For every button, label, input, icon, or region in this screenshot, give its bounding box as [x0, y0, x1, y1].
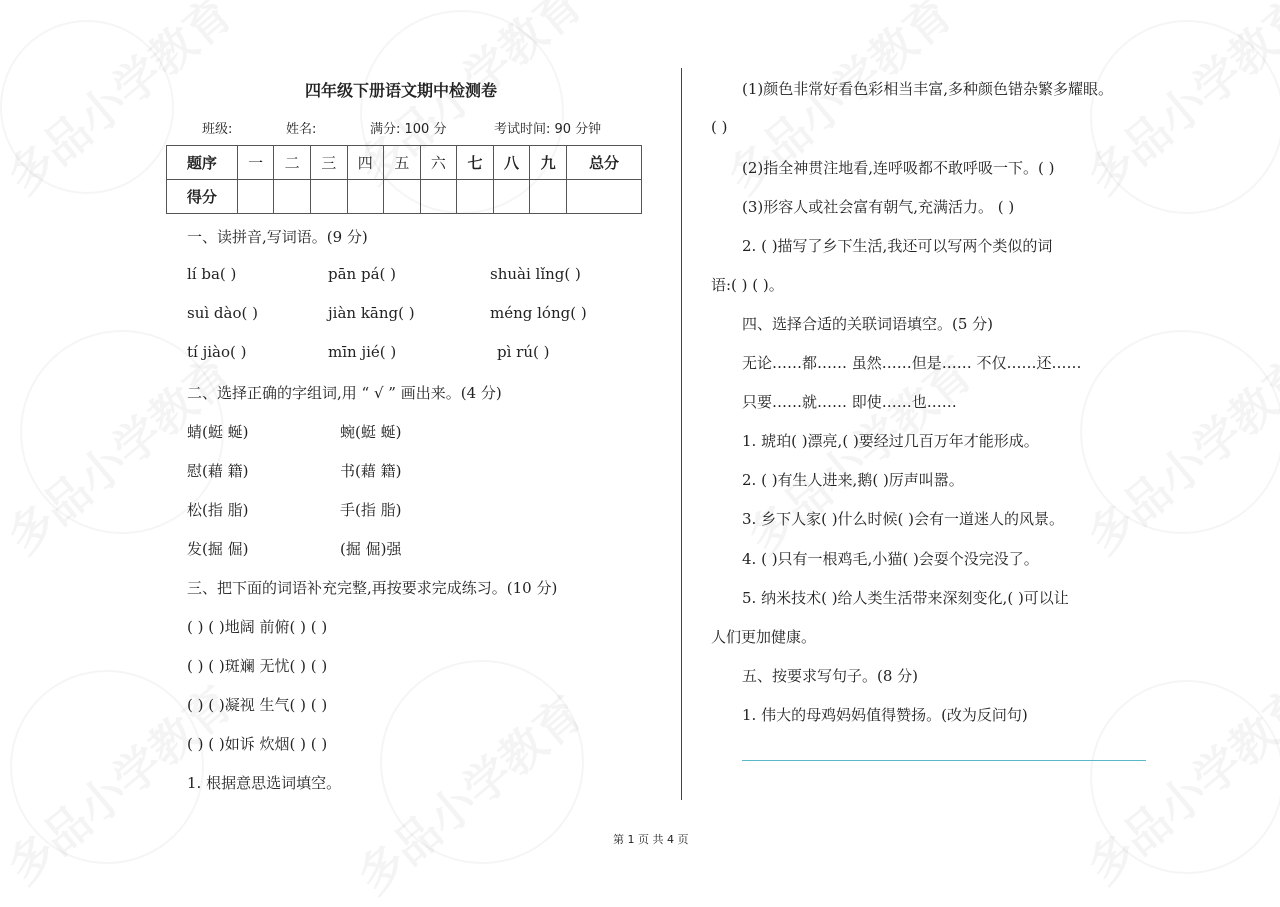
- char-choice-item: 书(藉 籍): [340, 462, 402, 480]
- score-cell[interactable]: [420, 180, 457, 214]
- conjunction-options: 无论……都…… 虽然……但是…… 不仅……还……: [742, 354, 1082, 372]
- conjunction-options: 只要……就…… 即使……也……: [742, 393, 957, 411]
- question-line: 2. ( )描写了乡下生活,我还可以写两个类似的词: [742, 237, 1053, 255]
- char-choice-item: 蜻(蜓 蜒): [187, 423, 249, 441]
- question-line: (3)形容人或社会富有朝气,充满活力。 ( ): [742, 198, 1015, 216]
- score-cell[interactable]: [530, 180, 567, 214]
- score-cell[interactable]: [567, 180, 642, 214]
- char-choice-item: 手(指 脂): [340, 501, 402, 519]
- question-line: 3. 乡下人家( )什么时候( )会有一道迷人的风景。: [742, 510, 1065, 528]
- table-cell: 九: [530, 146, 567, 180]
- fill-word-row: ( ) ( )如诉 炊烟( ) ( ): [187, 735, 328, 753]
- pinyin-item: suì dào( ): [187, 304, 258, 322]
- table-cell: 二: [274, 146, 311, 180]
- class-label: 班级:: [202, 122, 233, 137]
- table-cell: 七: [457, 146, 494, 180]
- pinyin-item: pān pá( ): [328, 265, 396, 283]
- table-cell: 四: [347, 146, 384, 180]
- question-line: 1. 琥珀( )漂亮,( )要经过几百万年才能形成。: [742, 432, 1039, 450]
- table-cell: 六: [420, 146, 457, 180]
- watermark-text: [731, 339, 985, 567]
- score-cell[interactable]: [347, 180, 384, 214]
- pinyin-item: tí jiào( ): [187, 343, 247, 361]
- score-cell[interactable]: [493, 180, 530, 214]
- section-5-heading: 五、按要求写句子。(8 分): [742, 667, 919, 685]
- score-table-score-row: [167, 180, 642, 214]
- table-cell: 五: [384, 146, 421, 180]
- question-line: ( ): [711, 118, 728, 136]
- section-2-heading: 二、选择正确的字组词,用 “ √ ” 画出来。(4 分): [187, 384, 502, 402]
- column-divider: [681, 68, 682, 800]
- name-label: 姓名:: [286, 122, 317, 137]
- char-choice-item: 蜿(蜓 蜒): [340, 423, 402, 441]
- fill-word-row: ( ) ( )凝视 生气( ) ( ): [187, 696, 328, 714]
- pinyin-item: pì rú( ): [497, 343, 550, 361]
- question-line: 5. 纳米技术( )给人类生活带来深刻变化,( )可以让: [742, 589, 1069, 607]
- page-title: 四年级下册语文期中检测卷: [305, 81, 498, 100]
- pinyin-item: shuài lǐng( ): [490, 265, 581, 283]
- char-choice-item: 松(指 脂): [187, 501, 249, 519]
- score-cell[interactable]: [384, 180, 421, 214]
- section-3-heading: 三、把下面的词语补充完整,再按要求完成练习。(10 分): [187, 579, 558, 597]
- table-cell: 题序: [167, 146, 238, 180]
- question-line: 语:( ) ( )。: [711, 276, 784, 294]
- pinyin-item: jiàn kāng( ): [328, 304, 415, 322]
- table-cell: 一: [237, 146, 274, 180]
- question-line: 2. ( )有生人进来,鹅( )厉声叫嚣。: [742, 471, 964, 489]
- score-cell[interactable]: [310, 180, 347, 214]
- section-3-question-1: 1. 根据意思选词填空。: [187, 774, 342, 792]
- exam-time-label: 考试时间: 90 分钟: [494, 122, 602, 137]
- fill-word-row: ( ) ( )斑斓 无忧( ) ( ): [187, 657, 328, 675]
- char-choice-item: 发(掘 倔): [187, 540, 249, 558]
- full-score-label: 满分: 100 分: [370, 122, 447, 137]
- question-line: 4. ( )只有一根鸡毛,小猫( )会耍个没完没了。: [742, 550, 1039, 568]
- table-cell: 得分: [167, 180, 238, 214]
- question-line: (1)颜色非常好看色彩相当丰富,多种颜色错杂繁多耀眼。: [742, 80, 1114, 98]
- answer-line[interactable]: [742, 760, 1146, 761]
- score-table: [166, 145, 642, 214]
- table-cell: 总分: [567, 146, 642, 180]
- section-4-heading: 四、选择合适的关联词语填空。(5 分): [742, 315, 994, 333]
- question-line: 1. 伟大的母鸡妈妈值得赞扬。(改为反问句): [742, 706, 1028, 724]
- score-cell[interactable]: [274, 180, 311, 214]
- pinyin-item: lí ba( ): [187, 265, 237, 283]
- table-cell: 三: [310, 146, 347, 180]
- pinyin-item: mīn jié( ): [328, 343, 397, 361]
- score-table-header-row: [167, 146, 642, 180]
- fill-word-row: ( ) ( )地阔 前俯( ) ( ): [187, 618, 328, 636]
- pinyin-item: méng lóng( ): [490, 304, 587, 322]
- question-line: (2)指全神贯注地看,连呼吸都不敢呼吸一下。( ): [742, 159, 1055, 177]
- question-line: 人们更加健康。: [711, 628, 817, 646]
- score-cell[interactable]: [237, 180, 274, 214]
- score-cell[interactable]: [457, 180, 494, 214]
- page-footer: 第 1 页 共 4 页: [613, 833, 689, 846]
- table-cell: 八: [493, 146, 530, 180]
- char-choice-item: (掘 倔)强: [340, 540, 402, 558]
- section-1-heading: 一、读拼音,写词语。(9 分): [187, 228, 368, 246]
- char-choice-item: 慰(藉 籍): [187, 462, 249, 480]
